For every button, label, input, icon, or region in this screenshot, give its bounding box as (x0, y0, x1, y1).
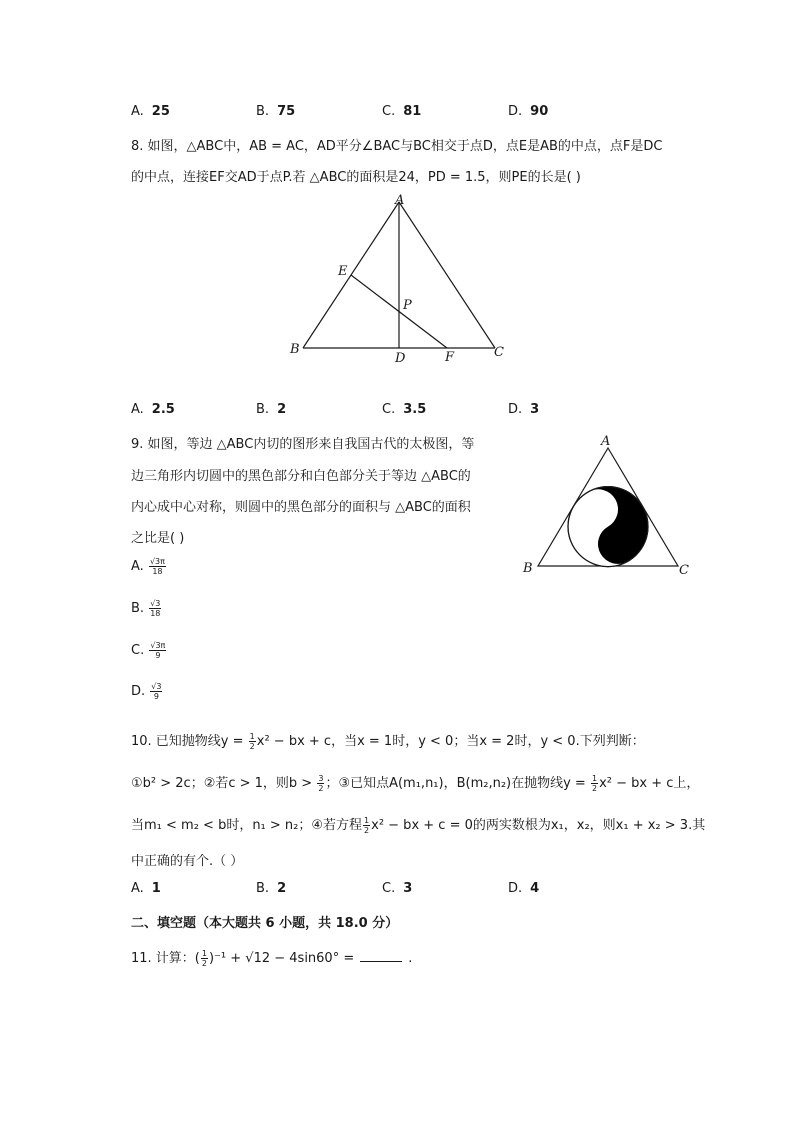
q10-question-line-4: 中正确的有个.（ ） (131, 854, 244, 869)
q8-options (131, 402, 651, 422)
q8-option-a[interactable]: A. 2.5 (131, 402, 175, 417)
q10-question-line-2: ①b² > 2c；②若c > 1，则b > $\frac{3}{2}$ ；③已知点A(m₁,n₁)，B(m₂,n₂)在抛物线y = $\frac{1}{2}$ x² − bx + c上， (131, 774, 700, 793)
q9-option-b-fraction: $\frac{√3}{18}$ (150, 599, 161, 618)
q8-question-line-1: 8. 如图，△ABC中，AB = AC，AD平分∠BAC与BC相交于点D，点E是AB的中点，点F是DC (131, 139, 663, 154)
q9-option-c-fraction: $\frac{√3\pi}{9}$ (150, 641, 166, 660)
q7-options (131, 104, 651, 124)
q9-option-c[interactable]: C. $\frac{√3\pi}{9}$ (131, 641, 166, 660)
section-title: 二、填空题（本大题共 6 小题，共 18.0 分） (131, 916, 399, 931)
segment-ac (399, 202, 495, 348)
q10-question-line-1: 10. 已知抛物线y = $\frac{1}{2}$ x² − bx + c，当x = 1时，y < 0；当x = 2时，y < 0.下列判断： (131, 732, 645, 751)
q10-option-a[interactable]: A. 1 (131, 881, 161, 896)
label-b: B (523, 561, 533, 576)
q9-question-line-2: 边三角形内切圆中的黑色部分和白色部分关于等边 △ABC的 (131, 469, 471, 484)
q7-option-d[interactable]: D. 90 (508, 104, 549, 119)
q9-option-b[interactable]: B. $\frac{√3}{18}$ (131, 599, 161, 618)
q10-options (131, 881, 651, 901)
q9-option-d-fraction: $\frac{√3}{9}$ (151, 682, 162, 701)
label-e: E (338, 264, 348, 279)
q8-question-line-2: 的中点，连接EF交AD于点P.若 △ABC的面积是24，PD = 1.5，则PE的长是( ) (131, 170, 581, 185)
taiji-icon (568, 472, 663, 571)
q10-option-c[interactable]: C. 3 (382, 881, 413, 896)
q10-fraction-three-halves: $\frac{3}{2}$ (318, 774, 324, 793)
q9-option-a-fraction: $\frac{√3\pi}{18}$ (149, 557, 165, 576)
q10-fraction-half: $\frac{1}{2}$ (249, 732, 255, 751)
label-p: P (403, 298, 412, 313)
q10-fraction-half-3: $\frac{1}{2}$ (364, 816, 370, 835)
q9-question-line-4: 之比是( ) (131, 531, 185, 546)
q9-question-line-3: 内心成中心对称，则圆中的黑色部分的面积与 △ABC的面积 (131, 500, 471, 515)
label-a: A (395, 193, 405, 208)
q7-option-b[interactable]: B. 75 (256, 104, 296, 119)
label-c: C (494, 345, 504, 360)
q10-option-b[interactable]: B. 2 (256, 881, 287, 896)
q11-answer-blank[interactable] (360, 949, 402, 962)
q10-fraction-half-2: $\frac{1}{2}$ (591, 774, 598, 793)
q8-triangle-figure (285, 190, 515, 366)
label-d: D (395, 351, 406, 366)
q8-option-d[interactable]: D. 3 (508, 402, 540, 417)
q8-option-b[interactable]: B. 2 (256, 402, 287, 417)
q9-option-d[interactable]: D. $\frac{√3}{9}$ (131, 682, 162, 701)
q11-question: 11. 计算：( $\frac{1}{2}$ )⁻¹ + √12 − 4sin60° = . (131, 949, 413, 968)
q7-option-c[interactable]: C. 81 (382, 104, 422, 119)
label-b: B (290, 342, 300, 357)
q10-option-d[interactable]: D. 4 (508, 881, 540, 896)
label-a: A (601, 434, 611, 449)
q9-question-line-1: 9. 如图，等边 △ABC内切的图形来自我国古代的太极图，等 (131, 437, 475, 452)
label-f: F (445, 350, 455, 365)
q9-taiji-triangle-figure (518, 430, 698, 580)
q9-option-a[interactable]: A. $\frac{√3\pi}{18}$ (131, 557, 165, 576)
q7-option-a[interactable]: A. 25 (131, 104, 170, 119)
q10-question-line-3: 当m₁ < m₂ < b时，n₁ > n₂；④若方程 $\frac{1}{2}$ x² − bx + c = 0的两实数根为x₁，x₂，则x₁ + x₂ > 3.其 (131, 816, 706, 835)
q11-fraction-half: $\frac{1}{2}$ (201, 949, 207, 968)
q8-option-c[interactable]: C. 3.5 (382, 402, 427, 417)
label-c: C (679, 563, 689, 578)
